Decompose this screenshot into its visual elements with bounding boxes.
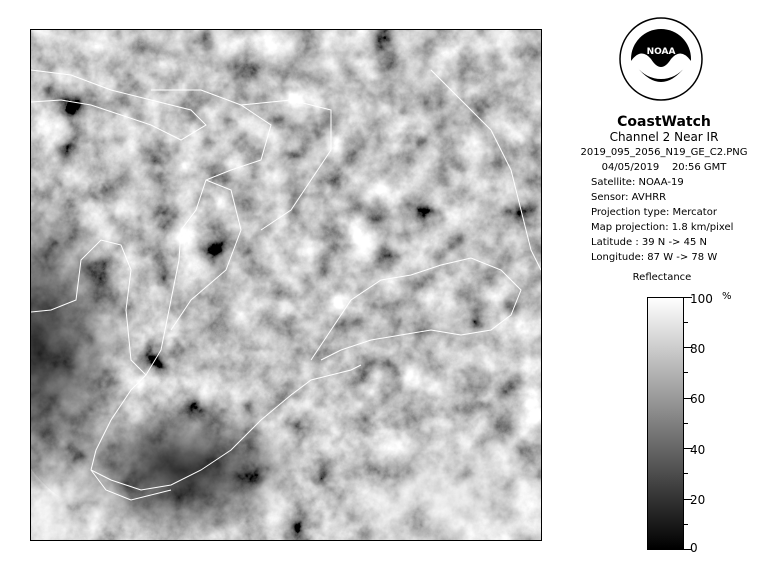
satellite-image-canvas — [31, 30, 542, 541]
noaa-logo — [619, 17, 703, 101]
colorbar-tick-label: 60 — [690, 392, 706, 406]
time-label: 20:56 GMT — [671, 162, 727, 173]
metadata-row: Sensor: AVHRR — [591, 192, 667, 203]
date-label: 04/05/2019 — [601, 162, 660, 173]
colorbar-tick-label: 80 — [690, 342, 706, 356]
channel-label: Channel 2 Near IR — [609, 130, 719, 144]
metadata-row: Map projection: 1.8 km/pixel — [591, 222, 734, 233]
filename-label: 2019_095_2056_N19_GE_C2.PNG — [580, 147, 748, 158]
noaa-logo-text: NOAA — [646, 47, 676, 57]
metadata-row: Latitude : 39 N -> 45 N — [591, 237, 707, 248]
date-time-row — [566, 160, 762, 175]
legend-unit: % — [722, 291, 732, 302]
metadata-row: Longitude: 87 W -> 78 W — [591, 252, 718, 263]
noaa-seal-icon — [619, 17, 703, 101]
colorbar-minor-tick — [684, 423, 688, 424]
colorbar-tick-label: 0 — [690, 541, 698, 555]
colorbar-tick-label: 40 — [690, 443, 706, 457]
reflectance-colorbar — [647, 297, 684, 550]
info-panel — [566, 114, 762, 265]
colorbar-minor-tick — [684, 372, 688, 373]
metadata-row: Projection type: Mercator — [591, 207, 717, 218]
colorbar-minor-tick — [684, 322, 688, 323]
legend-title: Reflectance — [632, 272, 692, 283]
colorbar-minor-tick — [684, 473, 688, 474]
colorbar-minor-tick — [684, 524, 688, 525]
colorbar-tick-label: 20 — [690, 493, 706, 507]
colorbar-tick-label: 100 — [690, 292, 713, 306]
metadata-list — [566, 175, 762, 265]
brand-title: CoastWatch — [617, 114, 711, 130]
satellite-image — [30, 29, 542, 541]
metadata-row: Satellite: NOAA-19 — [591, 177, 684, 188]
